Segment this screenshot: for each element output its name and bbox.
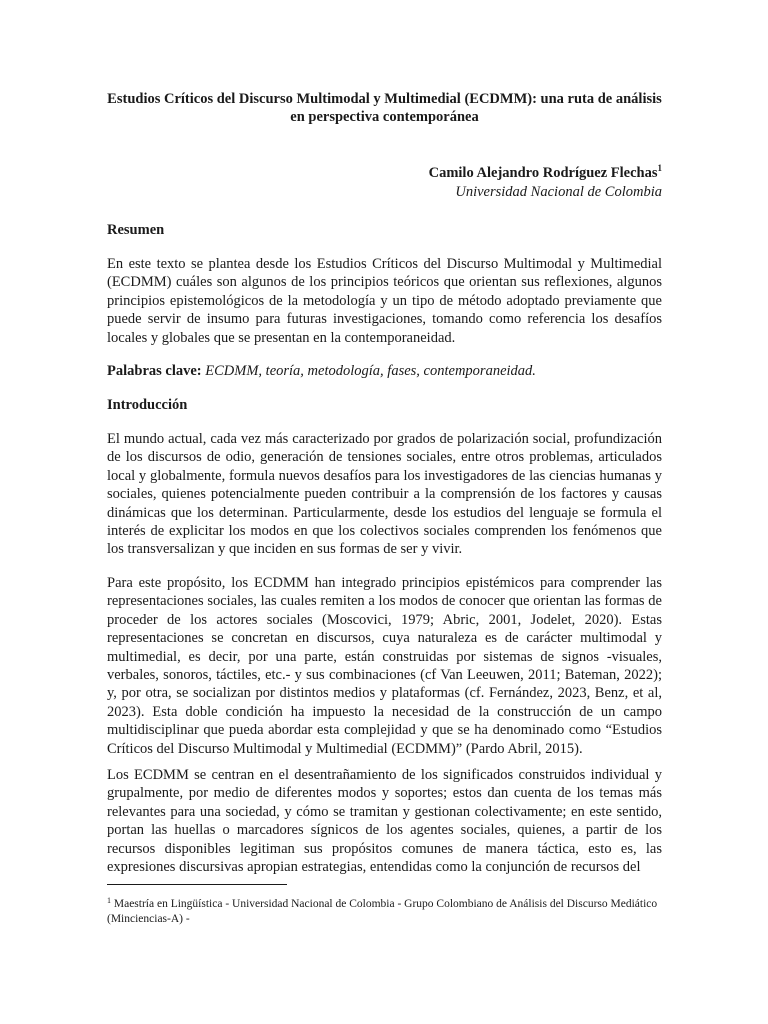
keywords-line — [107, 362, 662, 381]
abstract-heading: Resumen — [107, 222, 165, 238]
author-affiliation: Universidad Nacional de Colombia — [455, 184, 662, 200]
introduction-heading: Introducción — [107, 397, 188, 414]
intro-paragraph: El mundo actual, cada vez más caracterizado por grados de polarización social, profundización de los discursos de odio, generación de tensiones sociales, entre otros problemas, articulados local y globalmente, formula nuevos desafíos para los investigadores de las ciencias humanas y sociales, quienes potencialmente pueden contribuir a la comprensión de los factores y causas dinámicas que los determinan. Particularmente, desde los estudios del lenguaje se formula el interés de explicitar los modos en que los colectivos sociales comprenden los fenómenos que los transversalizan y que inciden en sus formas de ser y vivir. — [107, 431, 662, 558]
author-name-text: Camilo Alejandro Rodríguez Flechas — [428, 165, 658, 181]
intro-paragraph: Los ECDMM se centran en el desentrañamiento de los significados construidos individual y grupalmente, por medio de diferentes modos y soportes; estos dan cuenta de los temas más relevantes para una sociedad, y cómo se tramitan y gestionan colectivamente; en este sentido, portan las huellas o marcadores sígnicos de los agentes sociales, quienes, a partir de los recursos disponibles legitiman sus propósitos comunes de manera táctica, esto es, las expresiones discursivas apropian estrategias, entendidas como la conjunción de recursos del — [107, 766, 662, 875]
author-block — [107, 159, 662, 202]
author-name — [107, 159, 662, 183]
author-footnote-mark: 1 — [657, 163, 662, 173]
intro-paragraph: Para este propósito, los ECDMM han integrado principios epistémicos para comprender las representaciones sociales, las cuales remiten a los modos de conocer que orientan las formas de proceder de los actores sociales (Moscovici, 1979; Abric, 2001, Jodelet, 2020). Estas representaciones se concretan en discursos, cuya naturaleza es de carácter multimodal y multimedial, es decir, por una parte, están construidas por sistemas de signos -visuales, verbales, sonoros, táctiles, etc.- y sus combinaciones (cf Van Leeuwen, 2011; Bateman, 2022); y, por otra, se socializan por distintos medios y plataformas (cf. Fernández, 2023, Benz, et al, 2023). Esta doble condición ha impuesto la necesidad de la construcción de un campo multidisciplinar que pueda abordar esta complejidad y que se ha denominado como “Estudios Críticos del Discurso Multimodal y Multimedial (ECDMM)” (Pardo Abril, 2015). — [107, 574, 662, 757]
footnote — [107, 893, 662, 927]
abstract-paragraph: En este texto se plantea desde los Estudios Críticos del Discurso Multimodal y Multimedial (ECDMM) cuáles son algunos de los principios teóricos que orientan sus reflexiones, algunos principios epistemológicos de la metodología y un tipo de método adoptado previamente que puede servir de insumo para futuras investigaciones, tomando como referencia los desafíos locales y globales que se presentan en la contemporaneidad. — [107, 256, 662, 346]
keywords-list: ECDMM, teoría, metodología, fases, contemporaneidad. — [205, 363, 536, 380]
keywords-label: Palabras clave: — [107, 363, 202, 380]
document-page — [107, 90, 662, 927]
footnote-mark: 1 — [107, 896, 111, 906]
footnote-text: Maestría en Lingüística - Universidad Nacional de Colombia - Grupo Colombiano de Análisis del Discurso Mediático (Minciencias-A) - — [107, 898, 658, 926]
footnote-divider — [107, 884, 287, 885]
paper-title: Estudios Críticos del Discurso Multimodal y Multimedial (ECDMM): una ruta de análisis en perspectiva contemporánea — [107, 91, 662, 125]
